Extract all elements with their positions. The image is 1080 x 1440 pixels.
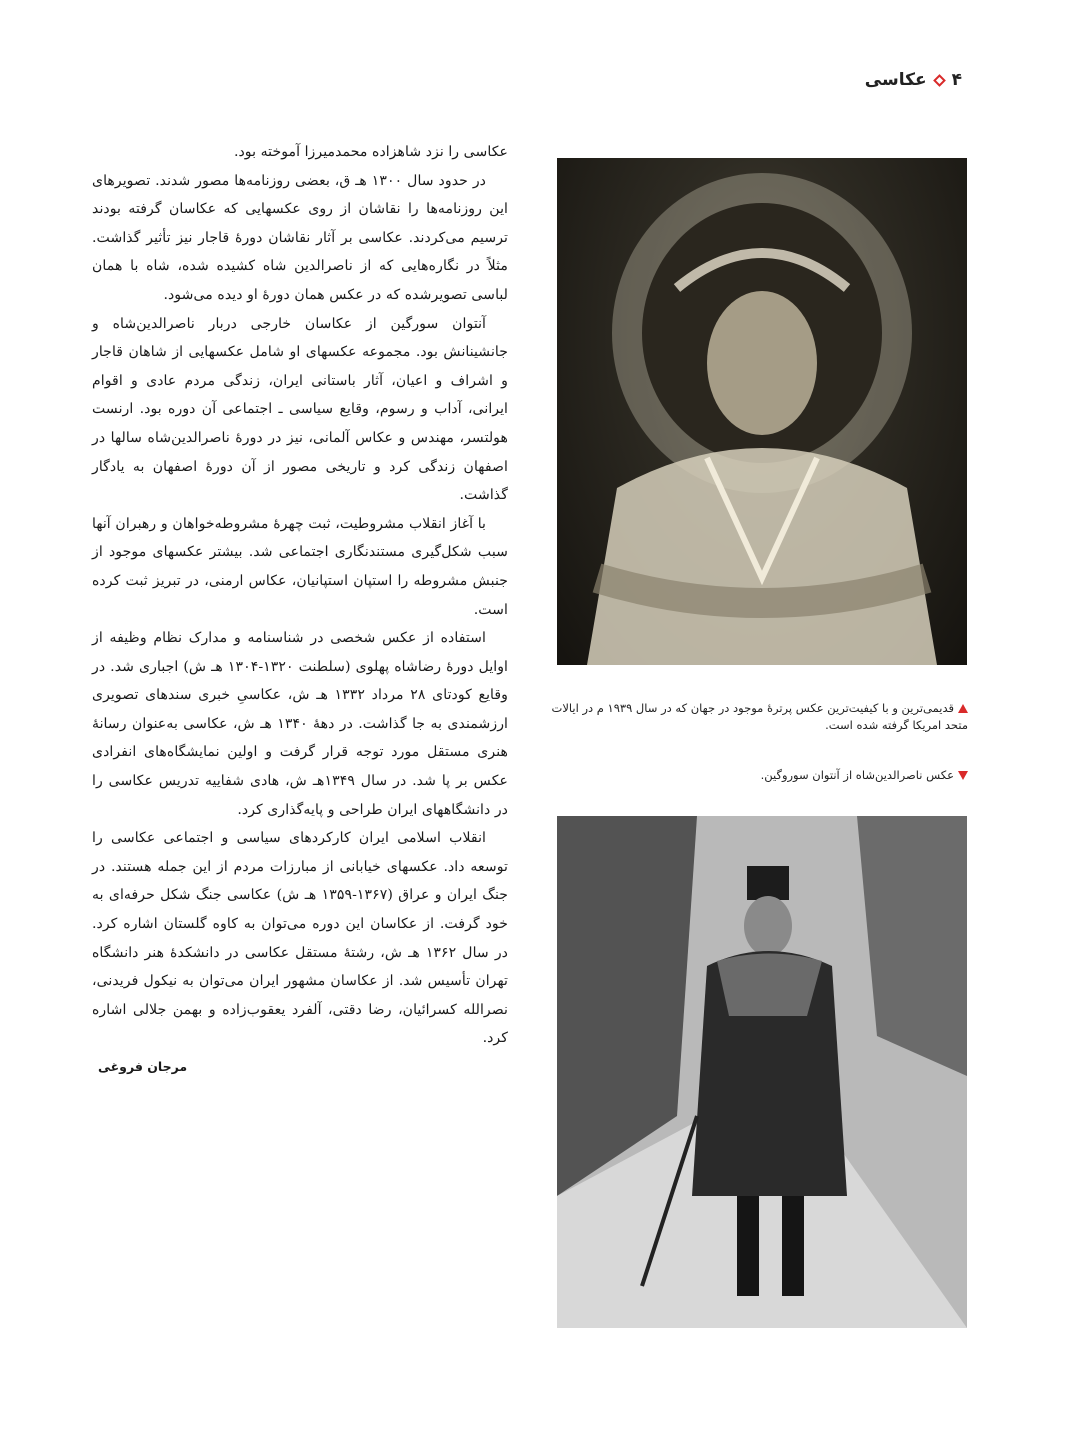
paragraph: عکاسی را نزد شاهزاده محمدمیرزا آموخته بود. [233, 144, 508, 160]
caption-text: قدیمی‌ترین و با کیفیت‌ترین عکس پرترهٔ موجود در جهان که در سال ۱۹۳۹ م در ایالات متحد امریکا گرفته شده است. [551, 701, 968, 732]
portrait-illustration [557, 158, 967, 665]
paragraph: آنتوان سورگین از عکاسان خارجی دربار ناصرالدین‌شاه و جانشینانش بود. مجموعه عکسهای او شامل عکسهایی از شاهان قاجار و اشراف و اعیان، آثار باستانی ایران، زندگی مردم عادی و اقوام ایرانی، آداب و رسوم، وقایع سیاسی ـ اجتماعی آن دوره بود. ارنست هولتسر، مهندس و عکاس آلمانی، نیز در دورهٔ ناصرالدین‌شاه سالها در اصفهان زندگی کرد و تاریخی مصور از آن دورهٔ اصفهان به یادگار گذاشت. [92, 315, 508, 504]
diamond-icon [933, 74, 946, 87]
triangle-up-icon [958, 704, 968, 713]
paragraph: انقلاب اسلامی ایران کارکردهای سیاسی و اجتماعی عکاسی را توسعه داد. عکسهای خیابانی از مبارزات مردم از این جمله هستند. در جنگ ایران و عراق (۱۳۶۷-۱۳۵۹ هـ ش) عکاسی جنگ شکل حرفه‌ای به خود گرفت. از عکاسان این دوره می‌توان به کاوه گلستان اشاره کرد. در سال ۱۳۶۲ هـ ش، رشتهٔ مستقل عکاسی در دانشکدهٔ هنر دانشگاه تهران تأسیس شد. از عکاسان مشهور ایران می‌توان به نیکول فریدنی، نصرالله کسرائیان، رضا دقتی، آلفرد یعقوب‌زاده و بهمن جلالی اشاره کرد. [92, 830, 509, 1047]
paragraph: در حدود سال ۱۳۰۰ هـ ق، بعضی روزنامه‌ها مصور شدند. تصویرهای این روزنامه‌ها را نقاشان از روی عکسهایی که عکاسان گرفته بودند ترسیم می‌کردند. عکاسی بر آثار نقاشان دورهٔ قاجار نیز تأثیر گذاشت. مثلاً در نگاره‌هایی که از ناصرالدین شاه کشیده شده، شاه با همان لباسی تصویرشده که در عکس همان دورهٔ او دیده می‌شود. [92, 172, 508, 303]
paragraph: با آغاز انقلاب مشروطیت، ثبت چهرهٔ مشروطه‌خواهان و رهبران آنها سبب شکل‌گیری مستندنگاری اجتماعی شد. بیشتر عکسهای موجود از جنبش مشروطه را استپان استپانیان، عکاس ارمنی، در تبریز ثبت کرده است. [92, 515, 508, 618]
page-header [865, 70, 962, 90]
section-title: عکاسی [864, 70, 927, 90]
caption-text: عکس ناصرالدین‌شاه از آنتوان سوروگین. [760, 768, 954, 782]
author-name: مرجان فروغی [98, 1059, 188, 1074]
photo1-caption [548, 700, 968, 734]
article-body [92, 138, 508, 1082]
shah-photo [557, 816, 967, 1328]
paragraph: استفاده از عکس شخصی در شناسنامه و مدارک نظام وظیفه از اوایل دورهٔ رضاشاه پهلوی (سلطنت ۱۳۲۰-۱۳۰۴ هـ ش) اجباری شد. در وقایع کودتای ۲۸ مرداد ۱۳۳۲ هـ ش، عکاسیِ خبری سندهای تصویری ارزشمندی به جا گذاشت. در دههٔ ۱۳۴۰ هـ ش، عکاسی به‌عنوان رسانهٔ هنری مستقل مورد توجه قرار گرفت و اولین نمایشگاه‌های انفرادی عکس بر پا شد. در سال ۱۳۴۹هـ ش، هادی شفاییه تدریس عکاسی را در دانشگاههای ایران طراحی و پایه‌گذاری کرد. [92, 630, 509, 818]
photo2-caption [548, 767, 968, 784]
triangle-down-icon [958, 771, 968, 780]
shah-illustration [557, 816, 967, 1328]
signature-row [92, 1053, 508, 1082]
portrait-photo [557, 158, 967, 665]
page-number: ۴ [951, 70, 962, 90]
